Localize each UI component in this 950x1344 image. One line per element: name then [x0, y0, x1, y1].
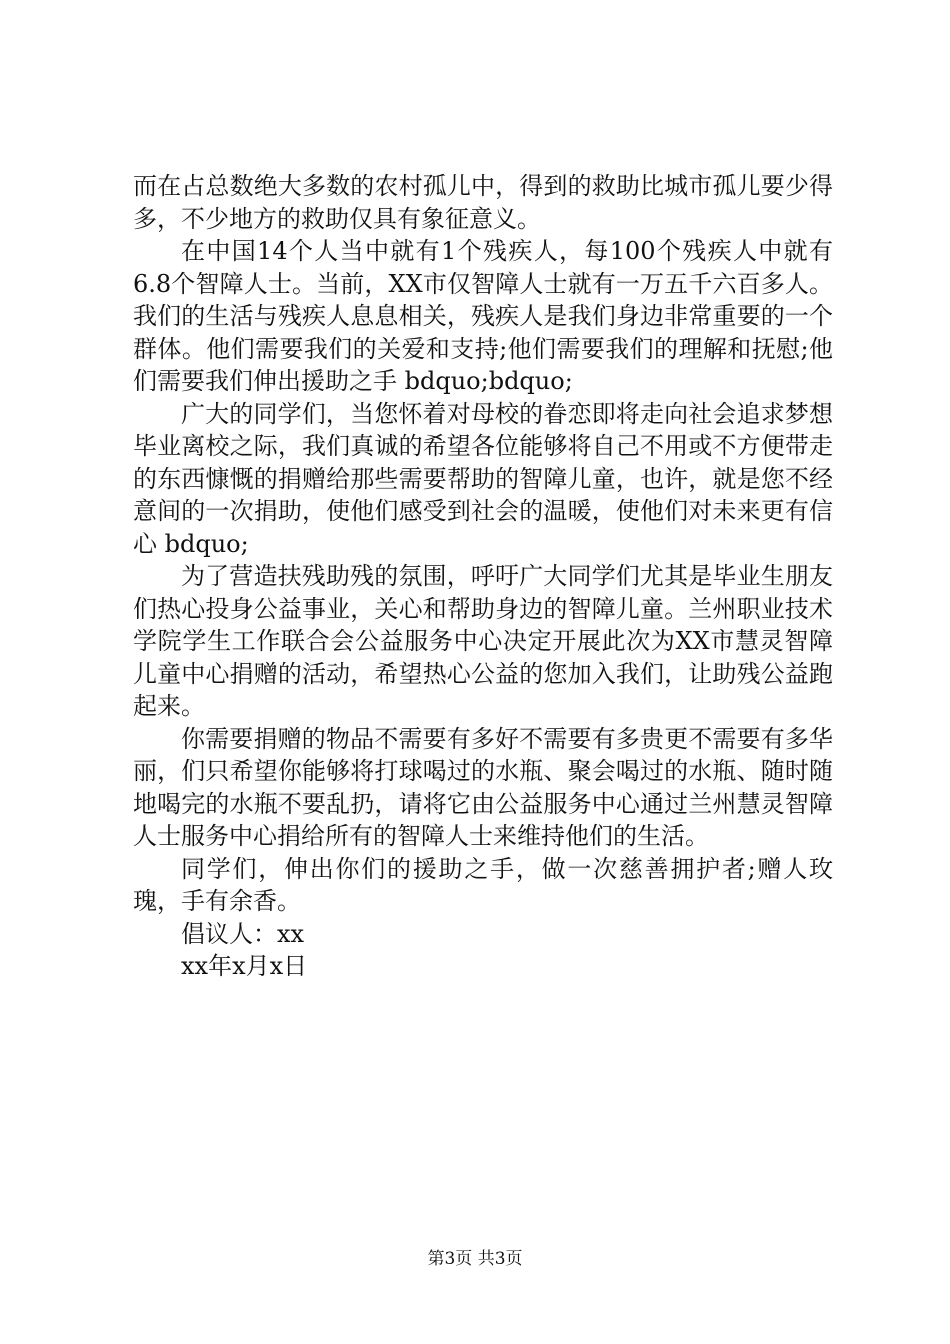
paragraph-5: 你需要捐赠的物品不需要有多好不需要有多贵更不需要有多华丽，们只希望你能够将打球喝过的水瓶、聚会喝过的水瓶、随时随地喝完的水瓶不要乱扔，请将它由公益服务中心通过兰州慧灵智障人士服务中心捐给所有的智障人士来维持他们的生活。: [133, 724, 833, 850]
paragraph-3: 广大的同学们，当您怀着对母校的眷恋即将走向社会追求梦想毕业离校之际，我们真诚的希望各位能够将自己不用或不方便带走的东西慷慨的捐赠给那些需要帮助的智障儿童，也许，就是您不经意间的一次捐助，使他们感受到社会的温暖，使他们对未来更有信心 bdquo;: [133, 399, 833, 558]
paragraph-2: 在中国14个人当中就有1个残疾人，每100个残疾人中就有6.8个智障人士。当前，XX市仅智障人士就有一万五千六百多人。我们的生活与残疾人息息相关，残疾人是我们身边非常重要的一个群体。他们需要我们的关爱和支持;他们需要我们的理解和抚慰;他们需要我们伸出援助之手 bdquo;bdquo;: [133, 237, 833, 395]
date-line: xx年x月x日: [181, 952, 308, 980]
page-number-label: 第3页 共3页: [427, 1249, 523, 1269]
paragraph-1: 而在占总数绝大多数的农村孤儿中，得到的救助比城市孤儿要少得多，不少地方的救助仅具有象征意义。: [133, 172, 833, 233]
proposer-line: 倡议人：xx: [181, 919, 305, 948]
document-body: [133, 170, 833, 983]
page-footer: [0, 1244, 950, 1269]
paragraph-4: 为了营造扶残助残的氛围，呼吁广大同学们尤其是毕业生朋友们热心投身公益事业，关心和帮助身边的智障儿童。兰州职业技术学院学生工作联合会公益服务中心决定开展此次为XX市慧灵智障儿童中心捐赠的活动，希望热心公益的您加入我们，让助残公益跑起来。: [133, 562, 833, 720]
paragraph-6: 同学们，伸出你们的援助之手，做一次慈善拥护者;赠人玫瑰，手有余香。: [133, 854, 833, 915]
